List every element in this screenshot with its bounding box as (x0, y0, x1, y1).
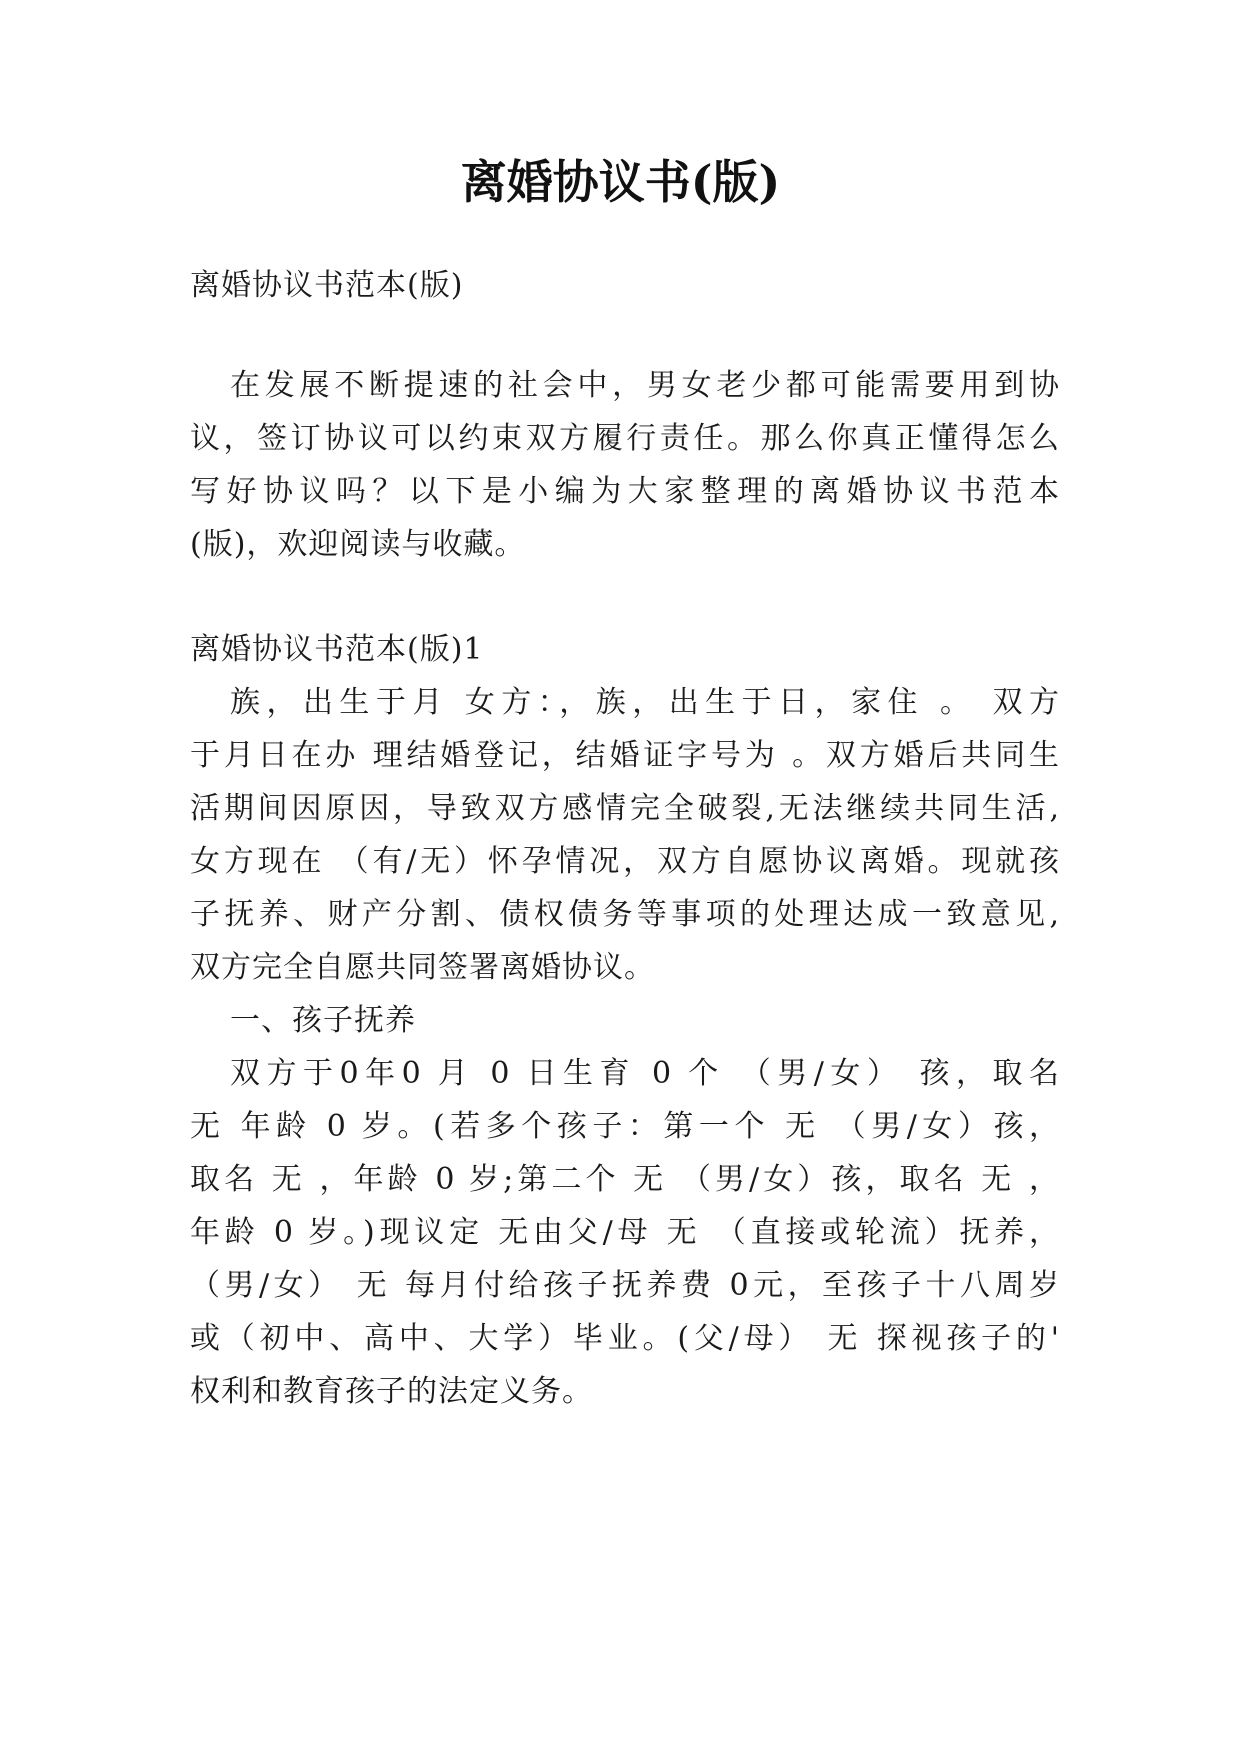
intro-line: (版)，欢迎阅读与收藏。 (190, 527, 526, 562)
child-line: 取名 无 ，年龄 0 岁;第二个 无 （男/女）孩，取名 无 ， (190, 1162, 1060, 1197)
body-line: 族，出生于月 女方：，族，出生于日，家住 。 双方 (230, 685, 1060, 720)
body-line: 子抚养、财产分割、债权债务等事项的处理达成一致意见, (190, 897, 1060, 932)
child-line: 或（初中、高中、大学）毕业。(父/母） 无 探视孩子的' (190, 1321, 1060, 1356)
child-line: 年龄 0 岁。)现议定 无由父/母 无 （直接或轮流）抚养， (190, 1215, 1060, 1250)
body-line: 双方完全自愿共同签署离婚协议。 (190, 950, 655, 985)
section-heading: 离婚协议书范本(版)1 (190, 632, 484, 667)
intro-line: 写好协议吗？以下是小编为大家整理的离婚协议书范本 (190, 474, 1060, 509)
body-line: 女方现在 （有/无）怀孕情况，双方自愿协议离婚。现就孩 (190, 844, 1060, 879)
document-subtitle: 离婚协议书范本(版) (190, 268, 464, 303)
document-title: 离婚协议书(版) (460, 155, 781, 209)
child-line: （男/女） 无 每月付给孩子抚养费 0元，至孩子十八周岁 (190, 1268, 1060, 1303)
child-support-heading: 一、孩子抚养 (230, 1003, 416, 1038)
child-line: 无 年龄 0 岁。(若多个孩子：第一个 无 （男/女）孩， (190, 1109, 1060, 1144)
body-line: 活期间因原因，导致双方感情完全破裂,无法继续共同生活, (190, 791, 1060, 826)
intro-line: 议，签订协议可以约束双方履行责任。那么你真正懂得怎么 (190, 421, 1060, 456)
child-line: 双方于0年0 月 0 日生育 0 个 （男/女） 孩，取名 (230, 1056, 1060, 1091)
intro-line: 在发展不断提速的社会中，男女老少都可能需要用到协 (230, 368, 1060, 403)
child-line: 权利和教育孩子的法定义务。 (190, 1374, 593, 1409)
body-line: 于月日在办 理结婚登记，结婚证字号为 。双方婚后共同生 (190, 738, 1060, 773)
